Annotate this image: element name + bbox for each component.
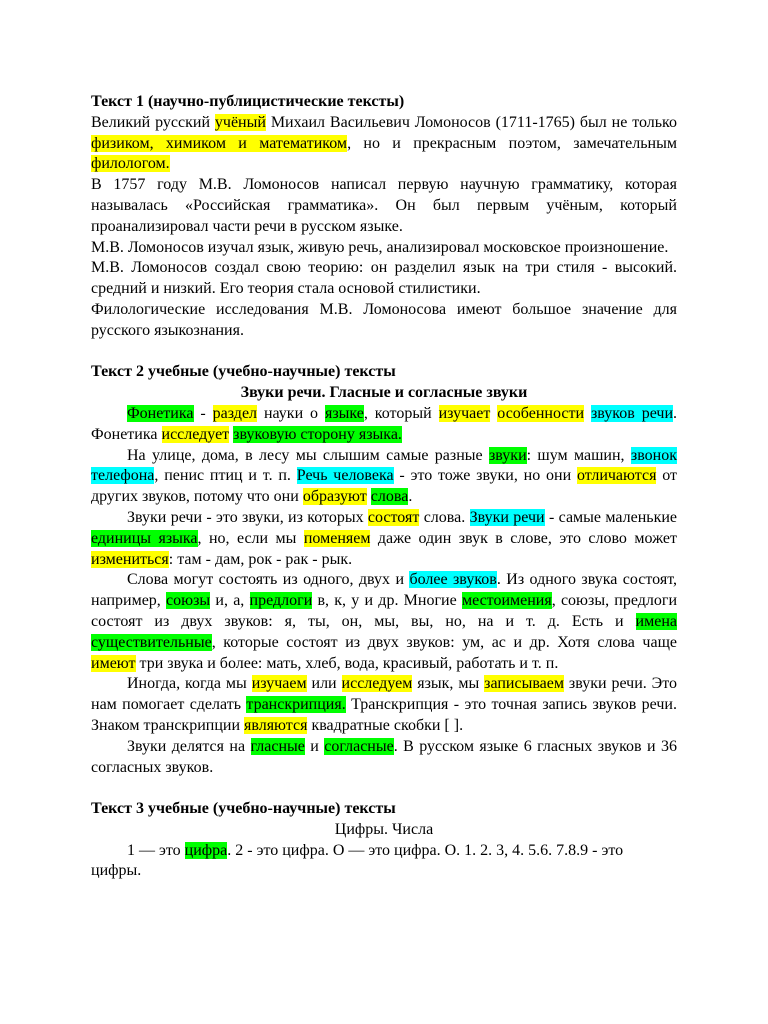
highlighted-term: являются xyxy=(244,716,308,734)
text1-paragraph-3: М.В. Ломоносов изучал язык, живую речь, анализировал московское произношение. xyxy=(91,238,669,256)
highlighted-term: имена существительные xyxy=(91,612,677,651)
text2-paragraph-1 xyxy=(91,404,677,446)
highlighted-term: местоимения xyxy=(461,592,552,610)
text1-paragraph-5: Филологические исследования М.В. Ломоносова имеют большое значение для русского языкознания. xyxy=(91,300,677,339)
highlighted-term: единицы языка xyxy=(91,529,198,547)
text2-paragraph-3 xyxy=(91,508,677,570)
text-run: На улице, дома, в лесу мы слышим самые разные xyxy=(127,446,489,464)
text-run: Звуки делятся на xyxy=(127,737,251,755)
text-run: - самые маленькие xyxy=(544,508,678,526)
text-run: Слова могут состоять из одного, двух и xyxy=(127,571,410,589)
highlighted-term: исследуем xyxy=(341,675,413,693)
highlighted-term: языке xyxy=(324,404,364,422)
text2-heading: Текст 2 учебные (учебно-научные) тексты xyxy=(91,363,396,381)
highlighted-term: филологом. xyxy=(91,155,170,173)
text-run: - xyxy=(193,404,213,422)
text2-paragraph-2 xyxy=(91,446,677,508)
highlighted-term: звуков речи xyxy=(590,404,674,422)
document-page xyxy=(91,92,677,882)
text1-paragraph-4: М.В. Ломоносов создал свою теорию: он разделил язык на три стиля - высокий. средний и низкий. Его теория стала основой стилистики. xyxy=(91,259,677,298)
highlighted-term: физиком, химиком и математиком xyxy=(91,134,348,152)
text3-paragraph-1 xyxy=(91,841,677,883)
highlighted-term: предлоги xyxy=(249,592,313,610)
text3-subheading: Цифры. Числа xyxy=(334,820,434,838)
blank-line xyxy=(91,778,677,799)
text-run: . В русском языке 6 гласных звуков и 36 согласных звуков. xyxy=(91,737,677,776)
highlighted-term: цифра xyxy=(184,841,228,859)
highlighted-term: образуют xyxy=(302,488,367,506)
text2-paragraph-5 xyxy=(91,674,677,736)
highlighted-term: Фонетика xyxy=(127,404,194,422)
text-run: в, к, у и др. Многие xyxy=(312,592,462,610)
text-run: Звуки речи - это звуки, из которых xyxy=(127,508,368,526)
text-run: , который xyxy=(363,404,439,422)
text-run: и xyxy=(304,737,325,755)
highlighted-term: Звуки речи xyxy=(469,508,545,526)
text-run: , союзы, предлоги состоят из двух звуков: я, ты, он, мы, вы, но, на и т. д. Есть и xyxy=(91,592,678,630)
text-run: квадратные скобки [ ]. xyxy=(307,716,464,734)
text1-paragraph-1 xyxy=(91,113,677,175)
text-run: Иногда, когда мы xyxy=(127,675,252,693)
text-run: 1 — это xyxy=(127,841,185,859)
highlighted-term: согласные xyxy=(324,737,394,755)
highlighted-term: измениться xyxy=(91,550,169,568)
highlighted-term: особенности xyxy=(497,404,585,422)
text-run: науки о xyxy=(257,404,325,422)
highlighted-term: звонок телефона xyxy=(91,446,677,485)
highlighted-term: записываем xyxy=(484,675,564,693)
highlighted-term: союзы xyxy=(166,592,211,610)
text2-paragraph-6 xyxy=(91,737,677,779)
text1-paragraph-2: В 1757 году М.В. Ломоносов написал первую научную грамматику, которая называлась «Российская грамматика». Он был первым учёным, который проанализировал части речи в русском языке. xyxy=(91,176,677,235)
text1-heading: Текст 1 (научно-публицистические тексты) xyxy=(91,93,405,110)
text2-paragraph-4 xyxy=(91,570,677,674)
highlighted-term: поменяем xyxy=(303,529,371,547)
text-run: , пенис птиц и т. п. xyxy=(154,467,297,485)
text-run: и, а, xyxy=(210,592,250,610)
text-run: . Из одного звука состоят, например, xyxy=(91,571,677,610)
text-run: звуки речи. Это нам помогает сделать xyxy=(91,675,678,714)
text-run: или xyxy=(306,675,342,693)
highlighted-term: Речь человека xyxy=(296,467,394,485)
highlighted-term: изучаем xyxy=(251,675,307,693)
text-run xyxy=(584,405,591,422)
highlighted-term: раздел xyxy=(212,404,258,422)
text-run: , которые состоят из двух звуков: ум, ас и др. Хотя слова чаще xyxy=(211,633,677,651)
text-run: : там - дам, рок - рак - рык. xyxy=(168,550,353,568)
text-run: Михаил Васильевич Ломоносов (1711-1765) был не только xyxy=(265,113,677,131)
text-run: . 2 - это цифра. О — это цифра. О. 1. 2. 3, 4. 5.6. 7.8.9 - это цифры. xyxy=(91,841,624,880)
text-run: , но и прекрасным поэтом, замечательным xyxy=(347,134,677,152)
highlighted-term: звуки xyxy=(488,446,527,464)
text-run: язык, мы xyxy=(412,675,485,693)
text-run: . Фонетика xyxy=(91,404,678,443)
text-run: слова. xyxy=(419,508,470,526)
text-run: : шум машин, xyxy=(526,446,631,464)
highlighted-term: гласные xyxy=(250,737,305,755)
text-run: три звука и более: мать, хлеб, вода, красивый, работать и т. п. xyxy=(135,654,559,672)
text-run: - это тоже звуки, но они xyxy=(393,467,577,485)
highlighted-term: более звуков xyxy=(409,571,497,589)
blank-line xyxy=(91,342,677,363)
highlighted-term: транскрипция. xyxy=(246,696,346,714)
text2-subheading: Звуки речи. Гласные и согласные звуки xyxy=(240,384,528,402)
text-run: , но, если мы xyxy=(197,529,304,547)
text-run: от других звуков, потому что они xyxy=(91,467,678,506)
highlighted-term: звуковую сторону языка. xyxy=(233,425,402,443)
text-run: Великий русский xyxy=(91,113,215,131)
highlighted-term: исследует xyxy=(161,425,230,443)
highlighted-term: отличаются xyxy=(576,467,657,485)
highlighted-term: имеют xyxy=(91,654,136,672)
highlighted-term: учёный xyxy=(214,113,266,131)
text-run: . xyxy=(408,488,413,506)
highlighted-term: изучает xyxy=(438,404,491,422)
text3-heading: Текст 3 учебные (учебно-научные) тексты xyxy=(91,800,396,818)
highlighted-term: состоят xyxy=(367,508,420,526)
text-run: даже один звук в слове, это слово может xyxy=(370,529,678,547)
text-run: Транскрипция - это точная запись звуков речи. Знаком транскрипции xyxy=(91,696,677,734)
highlighted-term: слова xyxy=(370,488,409,506)
